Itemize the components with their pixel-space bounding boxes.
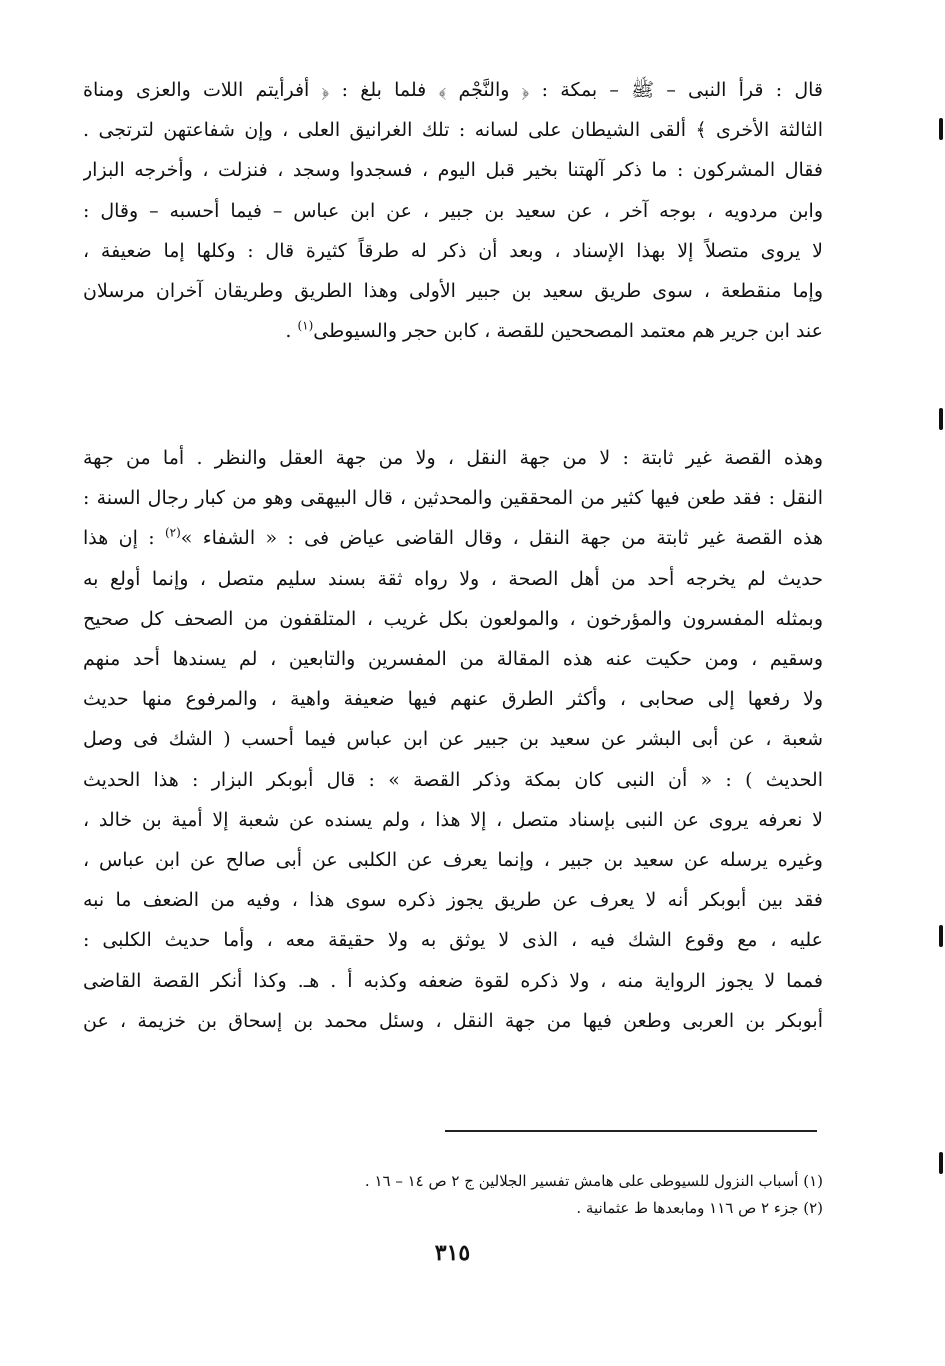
text-line: فقد بين أبوبكر أنه لا يعرف عن طريق يجوز ذكره سوى هذا ، وفيه من الضعف ما نبه (83, 889, 823, 912)
text-line-content: عند ابن جرير هم معتمد المصححين للقصة ، كابن حجر والسيوطى (313, 320, 823, 343)
text-line: وإما منقطعة ، سوى طريق سعيد بن جبير الأولى وهذا الطريق وطريقان آخران مرسلان (83, 280, 823, 303)
text-line (83, 518, 823, 558)
text-line: شعبة ، عن أبى البشر عن سعيد بن جبير عن ابن عباس فيما أحسب ( الشك فى وصل (83, 728, 823, 751)
text-line: النقل : فقد طعن فيها كثير من المحققين والمحدثين ، قال البيهقى وهو من كبار رجال السنة : (83, 487, 823, 510)
text-line: وابن مردويه ، بوجه آخر ، عن سعيد بن جبير ، عن ابن عباس – فيما أحسبه – وقال : (83, 199, 823, 222)
text-line: الثالثة الأخرى ﴾ ألقى الشيطان على لسانه : تلك الغرانيق العلى ، وإن شفاعتهن لترتجى . (83, 119, 823, 142)
text-line: وبمثله المفسرون والمؤرخون ، والمولعون بكل غريب ، المتلقفون من الصحف كل صحيح (83, 607, 823, 630)
line-end: . (285, 320, 298, 343)
footnotes (123, 1168, 823, 1222)
page-number: ٣١٥ (434, 1240, 471, 1266)
scan-edge-mark (939, 1152, 943, 1174)
footnote-2: (٢) جزء ٢ ص ١١٦ ومابعدها ط عثمانية . (576, 1199, 823, 1217)
paragraph-2 (83, 438, 823, 1041)
text-line: عليه ، مع وقوع الشك فيه ، الذى لا يوثق به ولا حقيقة معه ، وأما حديث الكلبى : (83, 929, 823, 952)
paragraph-1 (83, 70, 823, 351)
scan-edge-mark (939, 118, 943, 140)
text-line (83, 311, 823, 351)
text-line-content: هذه القصة غير ثابتة من جهة النقل ، وقال القاضى عياض فى : « الشفاء » (180, 527, 823, 550)
footnote-1: (١) أسباب النزول للسيوطى على هامش تفسير الجلالين ج ٢ ص ١٤ – ١٦ . (364, 1172, 823, 1190)
text-line: ولا رفعها إلى صحابى ، وأكثر الطرق عنهم فيها ضعيفة واهية ، والمرفوع منها حديث (83, 688, 823, 711)
text-line: حديث لم يخرجه أحد من أهل الصحة ، ولا رواه ثقة بسند سليم متصل ، وإنما أولع به (83, 567, 823, 590)
text-line: وغيره يرسله عن سعيد بن جبير ، وإنما يعرف عن الكلبى عن أبى صالح عن ابن عباس ، (83, 849, 823, 872)
text-line: فقال المشركون : ما ذكر آلهتنا بخير قبل اليوم ، فسجدوا وسجد ، فنزلت ، وأخرجه البزار (83, 159, 823, 182)
footnote-divider (445, 1130, 817, 1132)
text-line: فمما لا يجوز الرواية منه ، ولا ذكره لقوة ضعفه وكذبه أ . هـ. وكذا أنكر القصة القاضى (83, 969, 823, 992)
text-line: قال : قرأ النبى – ﷺ – بمكة : ﴿ والنَّجْم ﴾ فلما بلغ : ﴿ أفرأيتم اللات والعزى ومناة (83, 79, 823, 101)
text-line: لا نعرفه يروى عن النبى بإسناد متصل ، إلا هذا ، ولم يسنده عن شعبة إلا أمية بن خالد ، (83, 808, 823, 831)
text-line: الحديث ) : « أن النبى كان بمكة وذكر القصة » : قال أبوبكر البزار : هذا الحديث (83, 768, 823, 791)
text-line: أبوبكر بن العربى وطعن فيها من جهة النقل ، وسئل محمد بن إسحاق بن خزيمة ، عن (83, 1009, 823, 1032)
line-end: : إن هذا (83, 527, 165, 550)
footnote-reference: (١) (297, 318, 314, 333)
text-line: وهذه القصة غير ثابتة : لا من جهة النقل ، ولا من جهة العقل والنظر . أما من جهة (83, 447, 823, 469)
scan-edge-mark (939, 925, 943, 947)
scan-edge-mark (939, 408, 943, 430)
text-line: لا يروى متصلاً إلا بهذا الإسناد ، وبعد أن ذكر له طرقاً كثيرة قال : وكلها إما ضعيفة ، (83, 239, 823, 262)
footnote-reference: (٢) (164, 526, 181, 541)
text-line: وسقيم ، ومن حكيت عنه هذه المقالة من المفسرين والتابعين ، لم يسندها أحد منهم (83, 648, 823, 671)
